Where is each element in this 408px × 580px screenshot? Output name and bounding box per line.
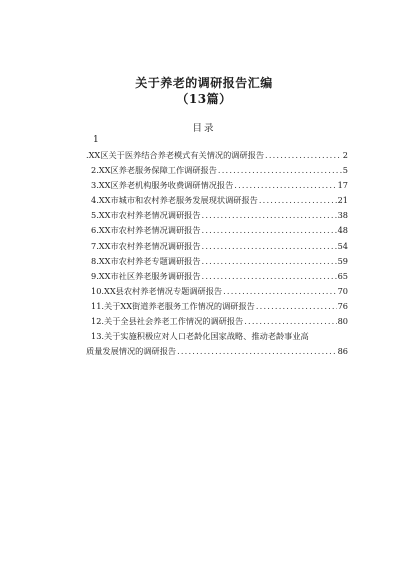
toc-entry-page: 21 bbox=[337, 195, 348, 206]
toc-leader-dots bbox=[234, 178, 336, 193]
toc-entry-label: 7.XX市农村养老情况调研报告 bbox=[91, 240, 201, 251]
toc-entry-label: 10.XX县农村养老情况专题调研报告 bbox=[91, 285, 223, 296]
toc-leader-dots bbox=[202, 208, 337, 223]
toc-entry-label: 3.XX区养老机构服务收费调研情况报告 bbox=[91, 180, 234, 191]
toc-leader-dots bbox=[244, 314, 336, 329]
toc-entry-page: 38 bbox=[337, 210, 348, 221]
toc-entry-label: 4.XX市城市和农村养老服务发展现状调研报告 bbox=[91, 195, 258, 206]
toc-entry-label-line2: 质量发展情况的调研报告 bbox=[86, 346, 177, 357]
toc-leader-dots bbox=[256, 299, 337, 314]
toc-entry-page: 2 bbox=[342, 150, 348, 160]
toc-entry-3[interactable] bbox=[86, 178, 348, 193]
toc-leader-dots bbox=[223, 284, 336, 299]
toc-entry-10[interactable] bbox=[86, 284, 348, 299]
toc-entry-label: 6.XX市农村养老情况调研报告 bbox=[91, 225, 201, 236]
toc-entry-page: 54 bbox=[337, 240, 348, 251]
toc-heading: 目录 bbox=[192, 123, 216, 134]
toc-entry-label: 2.XX区养老服务保障工作调研报告 bbox=[91, 165, 217, 176]
table-of-contents bbox=[86, 148, 348, 359]
toc-entry-label: 11.关于XX街道养老服务工作情况的调研报告 bbox=[91, 300, 255, 311]
toc-entry-page: 48 bbox=[337, 225, 348, 236]
toc-leader-dots bbox=[202, 269, 337, 284]
toc-entry-13-second-line bbox=[86, 344, 348, 359]
toc-entry-page: 5 bbox=[342, 165, 348, 176]
toc-leader-dots bbox=[218, 163, 342, 178]
toc-entry-label-line1: 13.关于实施积极应对人口老龄化国家战略、推动老龄事业高 bbox=[91, 331, 309, 342]
toc-entry-label: 5.XX市农村养老情况调研报告 bbox=[91, 210, 201, 221]
toc-entry-4[interactable] bbox=[86, 193, 348, 208]
toc-entry-2[interactable] bbox=[86, 163, 348, 178]
toc-entry-9[interactable] bbox=[86, 269, 348, 284]
toc-leader-dots bbox=[265, 148, 342, 163]
toc-entry-8[interactable] bbox=[86, 254, 348, 269]
toc-entry-label: 9.XX市社区养老服务调研报告 bbox=[91, 270, 201, 281]
toc-entry-page: 70 bbox=[337, 285, 348, 296]
toc-entry-13[interactable] bbox=[86, 329, 348, 359]
stray-number: 1 bbox=[93, 135, 99, 145]
toc-entry-label: .XX区关于医养结合养老模式有关情况的调研报告 bbox=[86, 150, 265, 160]
document-subtitle-count: （13篇） bbox=[176, 92, 232, 106]
toc-entry-11[interactable] bbox=[86, 299, 348, 314]
toc-entry-5[interactable] bbox=[86, 208, 348, 223]
document-title: 关于养老的调研报告汇编 bbox=[135, 76, 273, 90]
toc-entry-1[interactable] bbox=[86, 148, 348, 163]
toc-entry-page: 65 bbox=[337, 270, 348, 281]
toc-entry-12[interactable] bbox=[86, 314, 348, 329]
toc-entry-label: 12.关于全县社会养老工作情况的调研报告 bbox=[91, 316, 244, 327]
toc-leader-dots bbox=[259, 193, 337, 208]
toc-entry-7[interactable] bbox=[86, 239, 348, 254]
toc-leader-dots bbox=[202, 254, 337, 269]
toc-entry-page: 76 bbox=[337, 300, 348, 311]
toc-entry-page: 59 bbox=[337, 255, 348, 266]
toc-entry-label: 8.XX市农村养老专题调研报告 bbox=[91, 255, 201, 266]
toc-leader-dots bbox=[177, 344, 337, 359]
toc-leader-dots bbox=[202, 223, 337, 238]
toc-entry-page: 80 bbox=[337, 316, 348, 327]
toc-leader-dots bbox=[202, 239, 337, 254]
toc-entry-6[interactable] bbox=[86, 223, 348, 238]
toc-entry-page: 17 bbox=[337, 180, 348, 191]
toc-entry-page: 86 bbox=[337, 346, 348, 357]
